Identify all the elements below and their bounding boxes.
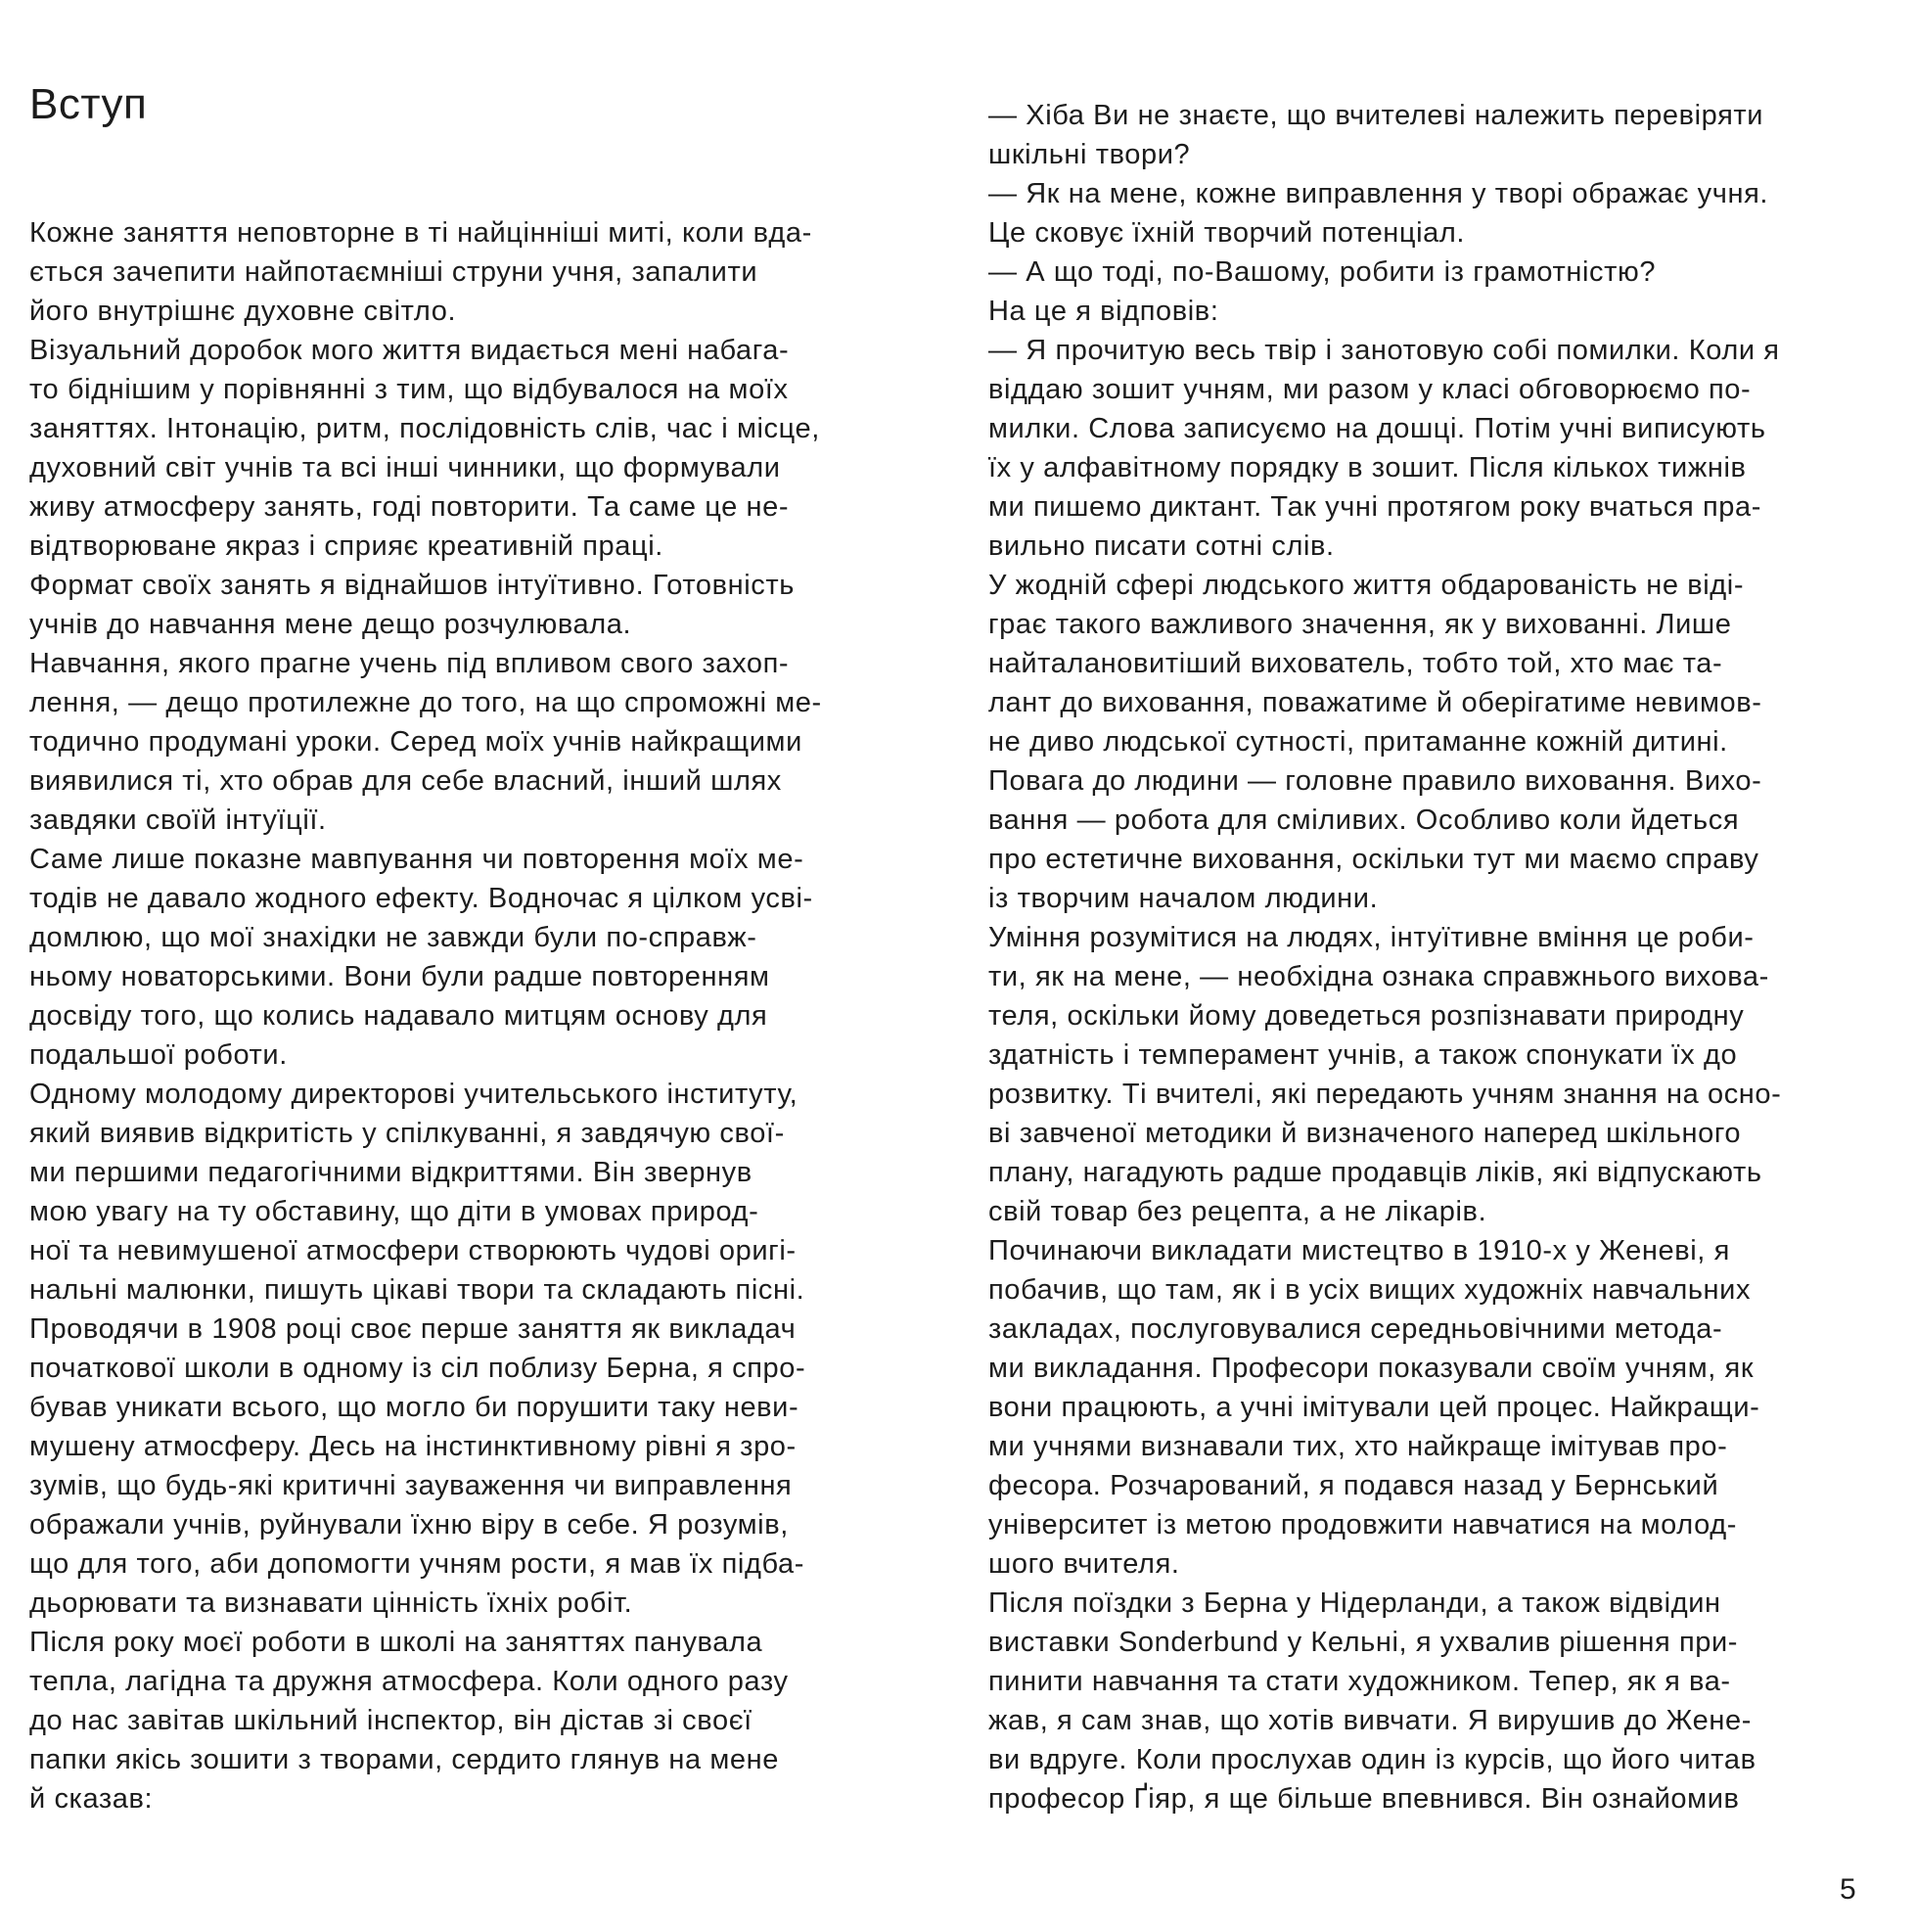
- text-line: Кожне заняття неповторне в ті найцінніші миті, коли вда-: [29, 217, 812, 249]
- text-line: Після року моєї роботи в школі на заняттях панувала: [29, 1627, 763, 1658]
- left-text-column: [29, 0, 910, 1818]
- text-line: — А що тоді, по-Вашому, робити із грамотністю?: [988, 256, 1657, 288]
- text-line: Візуальний доробок мого життя видається мені набага-: [29, 335, 790, 366]
- text-line: фесора. Розчарований, я подався назад у Бернський: [988, 1470, 1719, 1501]
- text-line: відтворюване якраз і сприяє креативній праці.: [29, 530, 663, 562]
- text-line: У жодній сфері людського життя обдарованість не віді-: [988, 570, 1745, 601]
- text-line: віддаю зошит учням, ми разом у класі обговорюємо по-: [988, 374, 1752, 405]
- text-line: до нас завітав шкільний інспектор, він дістав зі своєї: [29, 1705, 753, 1736]
- text-line: тодично продумані уроки. Серед моїх учнів найкращими: [29, 726, 802, 758]
- text-line: Після поїздки з Берна у Нідерланди, а також відвідин: [988, 1587, 1721, 1619]
- text-line: Саме лише показне мавпування чи повторення моїх ме-: [29, 844, 804, 875]
- text-line: мою увагу на ту обставину, що діти в умовах природ-: [29, 1196, 759, 1227]
- text-line: тодів не давало жодного ефекту. Водночас я цілком усві-: [29, 883, 813, 914]
- text-line: дьорювати та визнавати цінність їхніх робіт.: [29, 1587, 633, 1619]
- text-line: тепла, лагідна та дружня атмосфера. Коли одного разу: [29, 1666, 789, 1697]
- page-number: 5: [1840, 1873, 1856, 1906]
- text-line: Навчання, якого прагне учень під впливом свого захоп-: [29, 648, 790, 679]
- text-line: папки якісь зошити з творами, сердито глянув на мене: [29, 1744, 779, 1775]
- text-line: ми першими педагогічними відкриттями. Він звернув: [29, 1157, 753, 1188]
- right-text-column: [988, 0, 1869, 1818]
- text-line: бував уникати всього, що могло би порушити таку неви-: [29, 1392, 799, 1423]
- text-line: мушену атмосферу. Десь на інстинктивному рівні я зро-: [29, 1431, 797, 1462]
- text-line: лення, — дещо протилежне до того, на що спроможні ме-: [29, 687, 822, 718]
- text-line: початкової школи в одному із сіл поблизу Берна, я спро-: [29, 1353, 806, 1384]
- text-line: подальшої роботи.: [29, 1039, 288, 1071]
- text-line: ми пишемо диктант. Так учні протягом року вчаться пра-: [988, 491, 1762, 523]
- text-line: розвитку. Ті вчителі, які передають учням знання на осно-: [988, 1079, 1782, 1110]
- text-line: свій товар без рецепта, а не лікарів.: [988, 1196, 1487, 1227]
- text-line: Уміння розумітися на людях, інтуїтивне вміння це роби-: [988, 922, 1755, 953]
- text-line: найталановитіший вихователь, тобто той, хто має та-: [988, 648, 1723, 679]
- text-line: виявилися ті, хто обрав для себе власний, інший шлях: [29, 765, 782, 797]
- text-line: лант до виховання, поважатиме й оберігатиме невимов-: [988, 687, 1762, 718]
- text-line: шого вчителя.: [988, 1548, 1180, 1580]
- text-line: — Хіба Ви не знаєте, що вчителеві належить перевіряти: [988, 100, 1764, 131]
- text-line: й сказав:: [29, 1783, 154, 1815]
- text-line: Одному молодому директорові учительського інституту,: [29, 1079, 798, 1110]
- text-line: живу атмосферу занять, годі повторити. Та саме це не-: [29, 491, 790, 523]
- text-line: теля, оскільки йому доведеться розпізнавати природну: [988, 1000, 1745, 1032]
- text-line: ньому новаторськими. Вони були радше повторенням: [29, 961, 770, 992]
- text-line: їх у алфавітному порядку в зошит. Після кількох тижнів: [988, 452, 1747, 483]
- text-line: закладах, послуговувалися середньовічними метода-: [988, 1313, 1723, 1345]
- text-line: вання — робота для сміливих. Особливо коли йдеться: [988, 805, 1740, 836]
- text-line: вильно писати сотні слів.: [988, 530, 1335, 562]
- text-line: милки. Слова записуємо на дошці. Потім учні виписують: [988, 413, 1766, 444]
- text-line: ві завченої методики й визначеного наперед шкільного: [988, 1118, 1742, 1149]
- text-line: який виявив відкритість у спілкуванні, я завдячую свої-: [29, 1118, 785, 1149]
- text-line: ми учнями визнавали тих, хто найкраще імітував про-: [988, 1431, 1728, 1462]
- text-line: ми викладання. Професори показували своїм учням, як: [988, 1353, 1755, 1384]
- text-line: то біднішим у порівнянні з тим, що відбувалося на моїх: [29, 374, 789, 405]
- text-line: заняттях. Інтонацію, ритм, послідовність слів, час і місце,: [29, 413, 820, 444]
- text-line: зумів, що будь-які критичні зауваження чи виправлення: [29, 1470, 793, 1501]
- text-line: шкільні твори?: [988, 139, 1191, 170]
- text-line: Повага до людини — головне правило виховання. Вихо-: [988, 765, 1762, 797]
- text-line: не диво людської сутності, притаманне кожній дитині.: [988, 726, 1728, 758]
- text-line: що для того, аби допомогти учням рости, я мав їх підба-: [29, 1548, 805, 1580]
- text-line: пинити навчання та стати художником. Тепер, як я ва-: [988, 1666, 1731, 1697]
- text-line: із творчим началом людини.: [988, 883, 1379, 914]
- text-line: досвіду того, що колись надавало митцям основу для: [29, 1000, 768, 1032]
- text-line: ви вдруге. Коли прослухав один із курсів, що його читав: [988, 1744, 1756, 1775]
- text-line: духовний світ учнів та всі інші чинники, що формували: [29, 452, 781, 483]
- text-line: учнів до навчання мене дещо розчулювала.: [29, 609, 632, 640]
- text-line: виставки Sonderbund у Кельні, я ухвалив рішення при-: [988, 1627, 1739, 1658]
- text-line: Починаючи викладати мистецтво в 1910-х у Женеві, я: [988, 1235, 1730, 1266]
- text-line: здатність і темперамент учнів, а також спонукати їх до: [988, 1039, 1738, 1071]
- text-line: На це я відповів:: [988, 296, 1219, 327]
- text-line: його внутрішнє духовне світло.: [29, 296, 457, 327]
- text-line: ється зачепити найпотаємніші струни учня, запалити: [29, 256, 758, 288]
- text-line: домлюю, що мої знахідки не завжди були по-справж-: [29, 922, 757, 953]
- page-title: Вступ: [29, 80, 148, 128]
- text-line: ти, як на мене, — необхідна ознака справжнього вихова-: [988, 961, 1769, 992]
- text-line: Проводячи в 1908 році своє перше заняття як викладач: [29, 1313, 797, 1345]
- text-line: університет із метою продовжити навчатися на молод-: [988, 1509, 1737, 1541]
- text-line: ображали учнів, руйнували їхню віру в себе. Я розумів,: [29, 1509, 789, 1541]
- text-line: плану, нагадують радше продавців ліків, які відпускають: [988, 1157, 1762, 1188]
- text-line: грає такого важливого значення, як у вихованні. Лише: [988, 609, 1732, 640]
- text-line: завдяки своїй інтуїції.: [29, 805, 327, 836]
- text-line: побачив, що там, як і в усіх вищих художніх навчальних: [988, 1274, 1752, 1306]
- text-line: нальні малюнки, пишуть цікаві твори та складають пісні.: [29, 1274, 805, 1306]
- text-line: Це сковує їхній творчий потенціал.: [988, 217, 1466, 249]
- text-line: — Як на мене, кожне виправлення у творі ображає учня.: [988, 178, 1769, 209]
- text-line: про естетичне виховання, оскільки тут ми маємо справу: [988, 844, 1759, 875]
- text-line: жав, я сам знав, що хотів вивчати. Я вирушив до Жене-: [988, 1705, 1752, 1736]
- text-line: — Я прочитую весь твір і занотовую собі помилки. Коли я: [988, 335, 1780, 366]
- text-line: вони працюють, а учні імітували цей процес. Найкращи-: [988, 1392, 1760, 1423]
- text-line: ної та невимушеної атмосфери створюють чудові оригі-: [29, 1235, 797, 1266]
- text-line: Формат своїх занять я віднайшов інтуїтивно. Готовність: [29, 570, 795, 601]
- text-line: професор Ґіяр, я ще більше впевнився. Він ознайомив: [988, 1783, 1740, 1815]
